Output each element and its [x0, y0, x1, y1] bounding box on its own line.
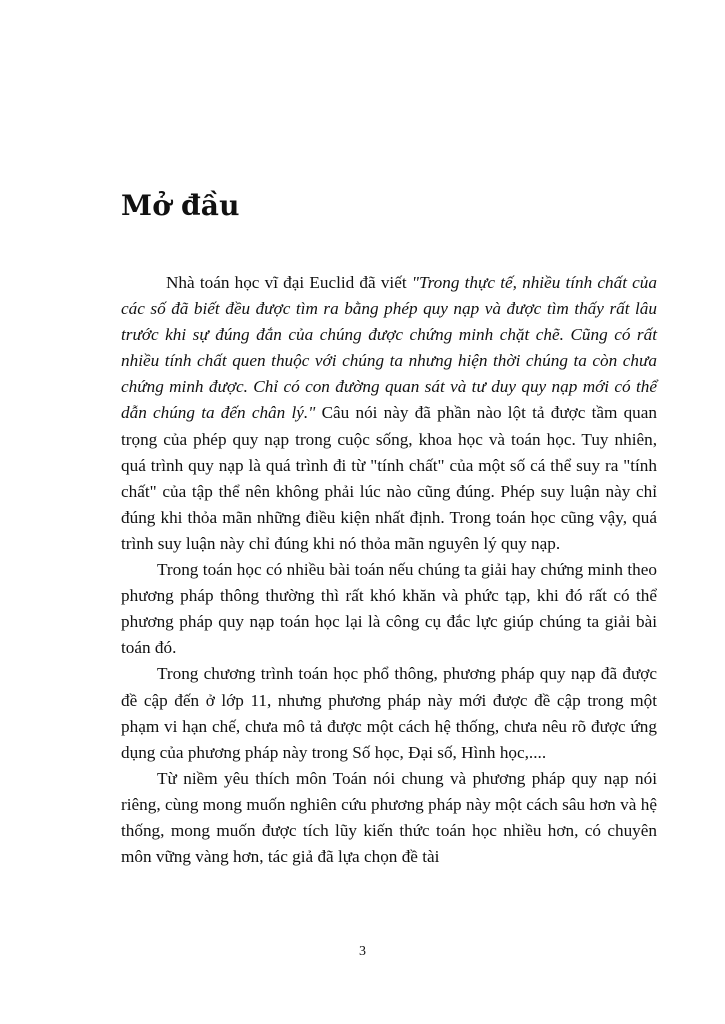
body-text — [121, 270, 657, 870]
paragraph-curriculum: Trong chương trình toán học phổ thông, phương pháp quy nạp đã được đề cập đến ở lớp 11, nhưng phương pháp này mới được đề cập trong một phạm vi hạn chế, chưa mô tả được một cách hệ thống, chưa nêu rõ được ứng dụng của phương pháp này trong Số học, Đại số, Hình học,.... — [121, 664, 657, 762]
paragraph-intro-rest: Câu nói này đã phần nào lột tả được tầm quan trọng của phép quy nạp trong cuộc sống, khoa học và toán học. Tuy nhiên, quá trình quy nạp là quá trình đi từ "tính chất" của một số cá thể suy ra "tính chất" của tập thể nên không phải lúc nào cũng đúng. Phép suy luận này chỉ đúng khi thỏa mãn những điều kiện nhất định. Trong toán học cũng vậy, quá trình suy luận này chỉ đúng khi nó thỏa mãn nguyên lý quy nạp. — [121, 403, 657, 553]
chapter-title: Mở đầu — [121, 189, 240, 222]
paragraph-intro — [121, 270, 657, 557]
euclid-quote: "Trong thực tế, nhiều tính chất của các số đã biết đều được tìm ra bằng phép quy nạp và được tìm thấy rất lâu trước khi sự đúng đắn của chúng được chứng minh chặt chẽ. Cũng có rất nhiều tính chất quen thuộc với chúng ta nhưng hiện thời chúng ta còn chưa chứng minh được. Chỉ có con đường quan sát và tư duy quy nạp mới có thể dẫn chúng ta đến chân lý." — [121, 273, 657, 423]
paragraph-motivation: Từ niềm yêu thích môn Toán nói chung và phương pháp quy nạp nói riêng, cùng mong muốn nghiên cứu phương pháp này một cách sâu hơn và hệ thống, mong muốn được tích lũy kiến thức toán học nhiều hơn, có chuyên môn vững vàng hơn, tác giả đã lựa chọn đề tài — [121, 768, 657, 867]
paragraph-intro-lead: Nhà toán học vĩ đại Euclid đã viết — [166, 273, 412, 292]
page-number: 3 — [359, 944, 366, 959]
paragraph-induction-tool: Trong toán học có nhiều bài toán nếu chúng ta giải hay chứng minh theo phương pháp thông thường thì rất khó khăn và phức tạp, khi đó rất có thể phương pháp quy nạp toán học lại là công cụ đắc lực giúp chúng ta giải bài toán đó. — [121, 560, 657, 658]
